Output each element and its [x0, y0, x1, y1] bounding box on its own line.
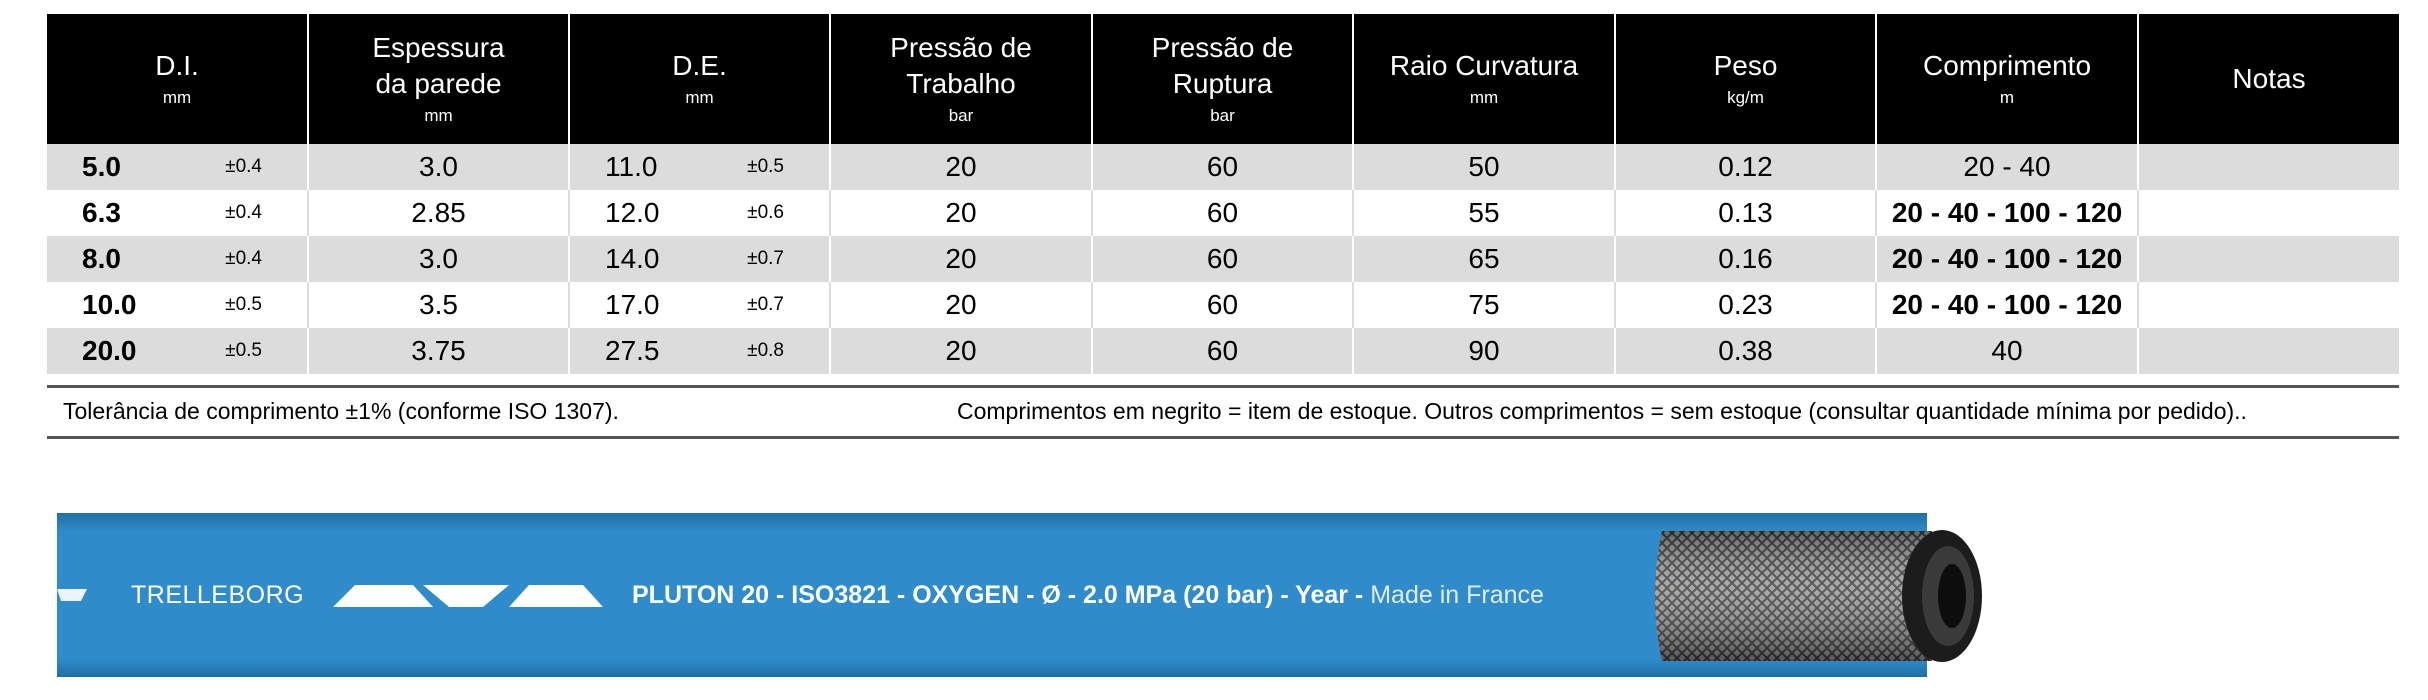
inner-diameter-cell: [47, 328, 308, 374]
weight-cell: 0.38: [1615, 328, 1876, 374]
working-pressure-cell: 20: [830, 190, 1092, 236]
column-header: [830, 14, 1092, 144]
hose-spec-table: [47, 14, 2399, 374]
chevron-marks-icon: [333, 513, 613, 677]
column-header-label: Raio Curvatura: [1389, 50, 1579, 81]
inner-diameter-cell: [47, 236, 308, 282]
wall-thickness-cell: 3.0: [308, 236, 569, 282]
bend-radius-cell: 75: [1353, 282, 1615, 328]
inner-diameter-cell-value: 10.0: [82, 289, 137, 320]
working-pressure-cell: 20: [830, 144, 1092, 190]
wall-thickness-cell: 3.75: [308, 328, 569, 374]
hose-illustration: [57, 513, 1992, 677]
weight-cell: 0.23: [1615, 282, 1876, 328]
weight-cell: 0.16: [1615, 236, 1876, 282]
column-header-unit: bar: [1210, 106, 1235, 125]
notes-cell: [2138, 144, 2399, 190]
column-header-label: Comprimento: [1922, 50, 2092, 81]
outer-diameter-cell-value: 11.0: [605, 151, 658, 182]
table-row: [47, 144, 2399, 190]
table-body: [47, 144, 2399, 374]
trelleborg-logo-icon: [57, 513, 87, 677]
outer-diameter-cell-tolerance: ±0.7: [747, 294, 784, 315]
outer-diameter-cell-value: 14.0: [605, 243, 660, 274]
stock-note: Comprimentos em negrito = item de estoque. Outros comprimentos = sem estoque (consultar quantidade mínima por pedido)..: [957, 398, 2247, 424]
outer-diameter-cell: [569, 190, 830, 236]
inner-diameter-cell-tolerance: ±0.5: [225, 294, 262, 315]
burst-pressure-cell: 60: [1092, 190, 1353, 236]
burst-pressure-cell: 60: [1092, 328, 1353, 374]
outer-diameter-cell-value: 27.5: [605, 335, 660, 366]
table-row: [47, 190, 2399, 236]
outer-diameter-cell: [569, 144, 830, 190]
table-header-row: [47, 14, 2399, 144]
working-pressure-cell: 20: [830, 282, 1092, 328]
burst-pressure-cell: 60: [1092, 236, 1353, 282]
hose-brand-text: TRELLEBORG: [131, 580, 305, 609]
bend-radius-cell: 65: [1353, 236, 1615, 282]
inner-diameter-cell-tolerance: ±0.5: [225, 340, 262, 361]
column-header: [47, 14, 308, 144]
column-header-label: Espessura da parede: [372, 32, 505, 99]
notes-top-rule: [47, 385, 2399, 388]
column-header-unit: m: [1999, 88, 2015, 107]
wall-thickness-cell: 3.0: [308, 144, 569, 190]
length-cell: 20 - 40: [1876, 144, 2138, 190]
column-header: [569, 14, 830, 144]
column-header-label: Peso: [1713, 50, 1778, 81]
table-row: [47, 236, 2399, 282]
column-header-label: Pressão de Trabalho: [890, 32, 1032, 99]
table-row: [47, 282, 2399, 328]
column-header-label: Pressão de Ruptura: [1151, 32, 1294, 99]
outer-diameter-cell-tolerance: ±0.8: [747, 340, 784, 361]
column-header: [1353, 14, 1615, 144]
column-header-unit: bar: [948, 106, 974, 125]
braided-reinforcement-icon: [1642, 523, 1992, 669]
inner-diameter-cell: [47, 144, 308, 190]
column-header-unit: mm: [685, 88, 714, 107]
outer-diameter-cell-value: 12.0: [605, 197, 660, 228]
column-header-label: D.E.: [672, 50, 727, 81]
notes-cell: [2138, 282, 2399, 328]
weight-cell: 0.13: [1615, 190, 1876, 236]
working-pressure-cell: 20: [830, 236, 1092, 282]
column-header-unit: mm: [424, 106, 453, 125]
outer-diameter-cell: [569, 282, 830, 328]
bend-radius-cell: 50: [1353, 144, 1615, 190]
inner-diameter-cell: [47, 282, 308, 328]
column-header-unit: mm: [162, 88, 192, 107]
column-header-label: Notas: [2232, 63, 2306, 94]
inner-diameter-cell-value: 6.3: [82, 197, 121, 228]
length-cell: 20 - 40 - 100 - 120: [1876, 190, 2138, 236]
length-tolerance-note: Tolerância de comprimento ±1% (conforme ISO 1307).: [63, 398, 619, 424]
length-cell: 20 - 40 - 100 - 120: [1876, 236, 2138, 282]
burst-pressure-cell: 60: [1092, 282, 1353, 328]
outer-diameter-cell-tolerance: ±0.6: [747, 202, 784, 223]
column-header: [1092, 14, 1353, 144]
hose-print-origin: Made in France: [1370, 580, 1544, 609]
inner-diameter-cell-value: 8.0: [82, 243, 121, 274]
outer-diameter-cell: [569, 328, 830, 374]
outer-diameter-cell-value: 17.0: [605, 289, 660, 320]
column-header-unit: mm: [1469, 88, 1499, 107]
inner-diameter-cell-value: 20.0: [82, 335, 137, 366]
column-header: [1876, 14, 2138, 144]
notes-cell: [2138, 328, 2399, 374]
bend-radius-cell: 90: [1353, 328, 1615, 374]
inner-diameter-cell-tolerance: ±0.4: [225, 248, 262, 269]
table-row: [47, 328, 2399, 374]
wall-thickness-cell: 3.5: [308, 282, 569, 328]
column-header: [2138, 14, 2399, 144]
hose-print-main: PLUTON 20 - ISO3821 - OXYGEN - Ø - 2.0 MPa (20 bar) - Year -: [632, 580, 1364, 609]
outer-diameter-cell: [569, 236, 830, 282]
length-cell: 20 - 40 - 100 - 120: [1876, 282, 2138, 328]
bend-radius-cell: 55: [1353, 190, 1615, 236]
inner-diameter-cell: [47, 190, 308, 236]
column-header-label: D.I.: [155, 50, 199, 81]
notes-cell: [2138, 190, 2399, 236]
inner-diameter-cell-value: 5.0: [82, 151, 121, 182]
notes-bottom-rule: [47, 436, 2399, 439]
column-header: [1615, 14, 1876, 144]
inner-diameter-cell-tolerance: ±0.4: [225, 202, 262, 223]
working-pressure-cell: 20: [830, 328, 1092, 374]
outer-diameter-cell-tolerance: ±0.7: [747, 248, 784, 269]
length-cell: 40: [1876, 328, 2138, 374]
column-header-unit: kg/m: [1727, 88, 1764, 107]
outer-diameter-cell-tolerance: ±0.5: [747, 156, 784, 177]
wall-thickness-cell: 2.85: [308, 190, 569, 236]
burst-pressure-cell: 60: [1092, 144, 1353, 190]
hose-print-text: [632, 513, 1544, 677]
weight-cell: 0.12: [1615, 144, 1876, 190]
inner-diameter-cell-tolerance: ±0.4: [225, 156, 262, 177]
notes-cell: [2138, 236, 2399, 282]
column-header: [308, 14, 569, 144]
